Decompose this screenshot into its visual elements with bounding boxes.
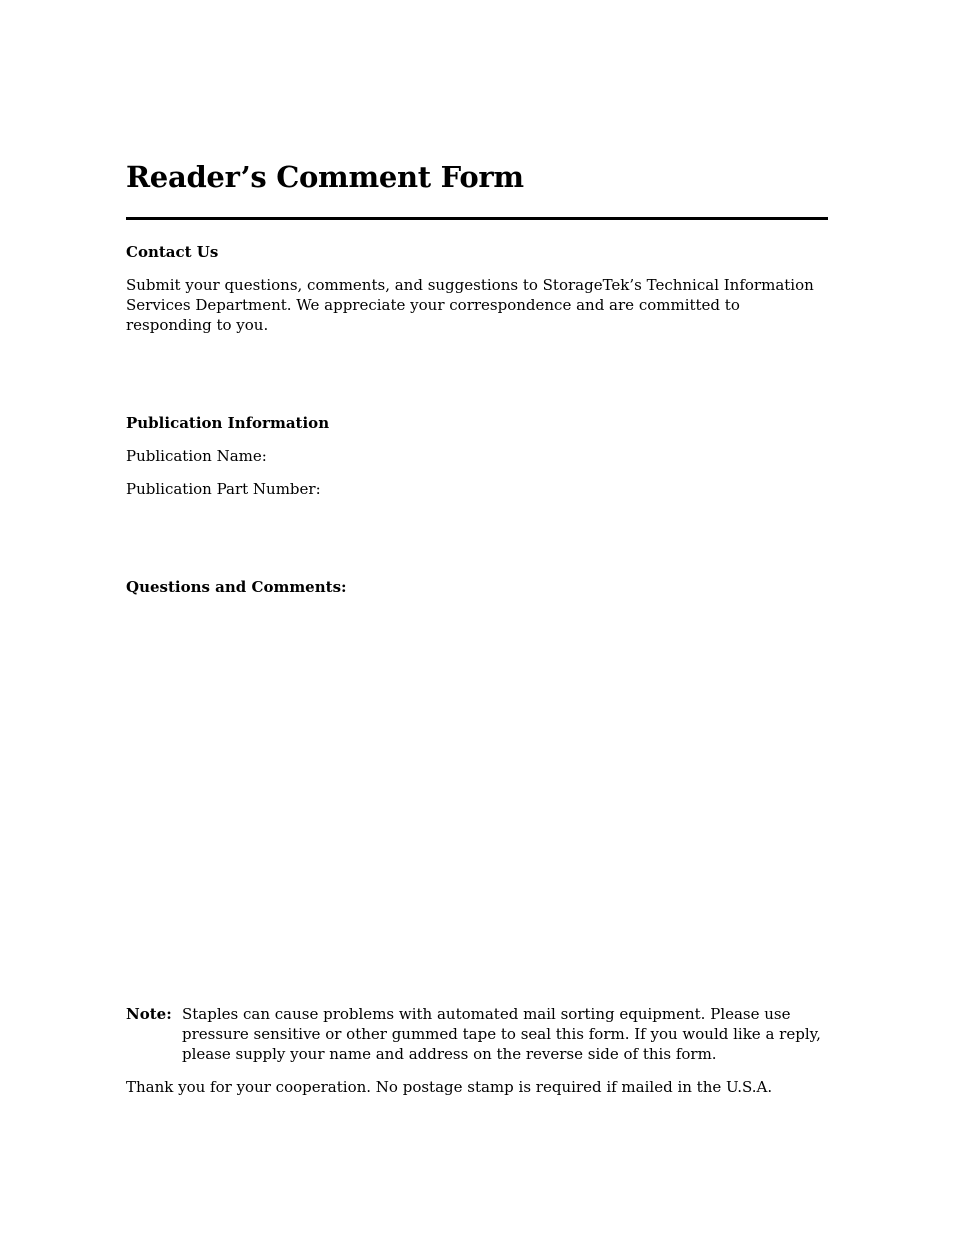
note-text: Staples can cause problems with automated mail sorting equipment. Please use pressure sensitive or other gummed tape to seal this form. If you would like a reply, please supply your name and address on the reverse side of this form. [182,1005,821,1063]
contact-us-heading: Contact Us [126,243,219,261]
note-label: Note: [126,1005,172,1023]
publication-name-label: Publication Name: [126,447,267,465]
contact-us-paragraph: Submit your questions, comments, and suggestions to StorageTek’s Technical Information Services Department. We appreciate your correspondence and are committed to responding to you. [126,276,814,334]
page-title: Reader’s Comment Form [126,160,524,194]
publication-part-number-label: Publication Part Number: [126,480,321,498]
title-divider [126,217,828,220]
publication-information-heading: Publication Information [126,414,330,432]
thank-you-text: Thank you for your cooperation. No postage stamp is required if mailed in the U.S.A. [126,1078,773,1096]
questions-comments-heading: Questions and Comments: [126,578,347,596]
